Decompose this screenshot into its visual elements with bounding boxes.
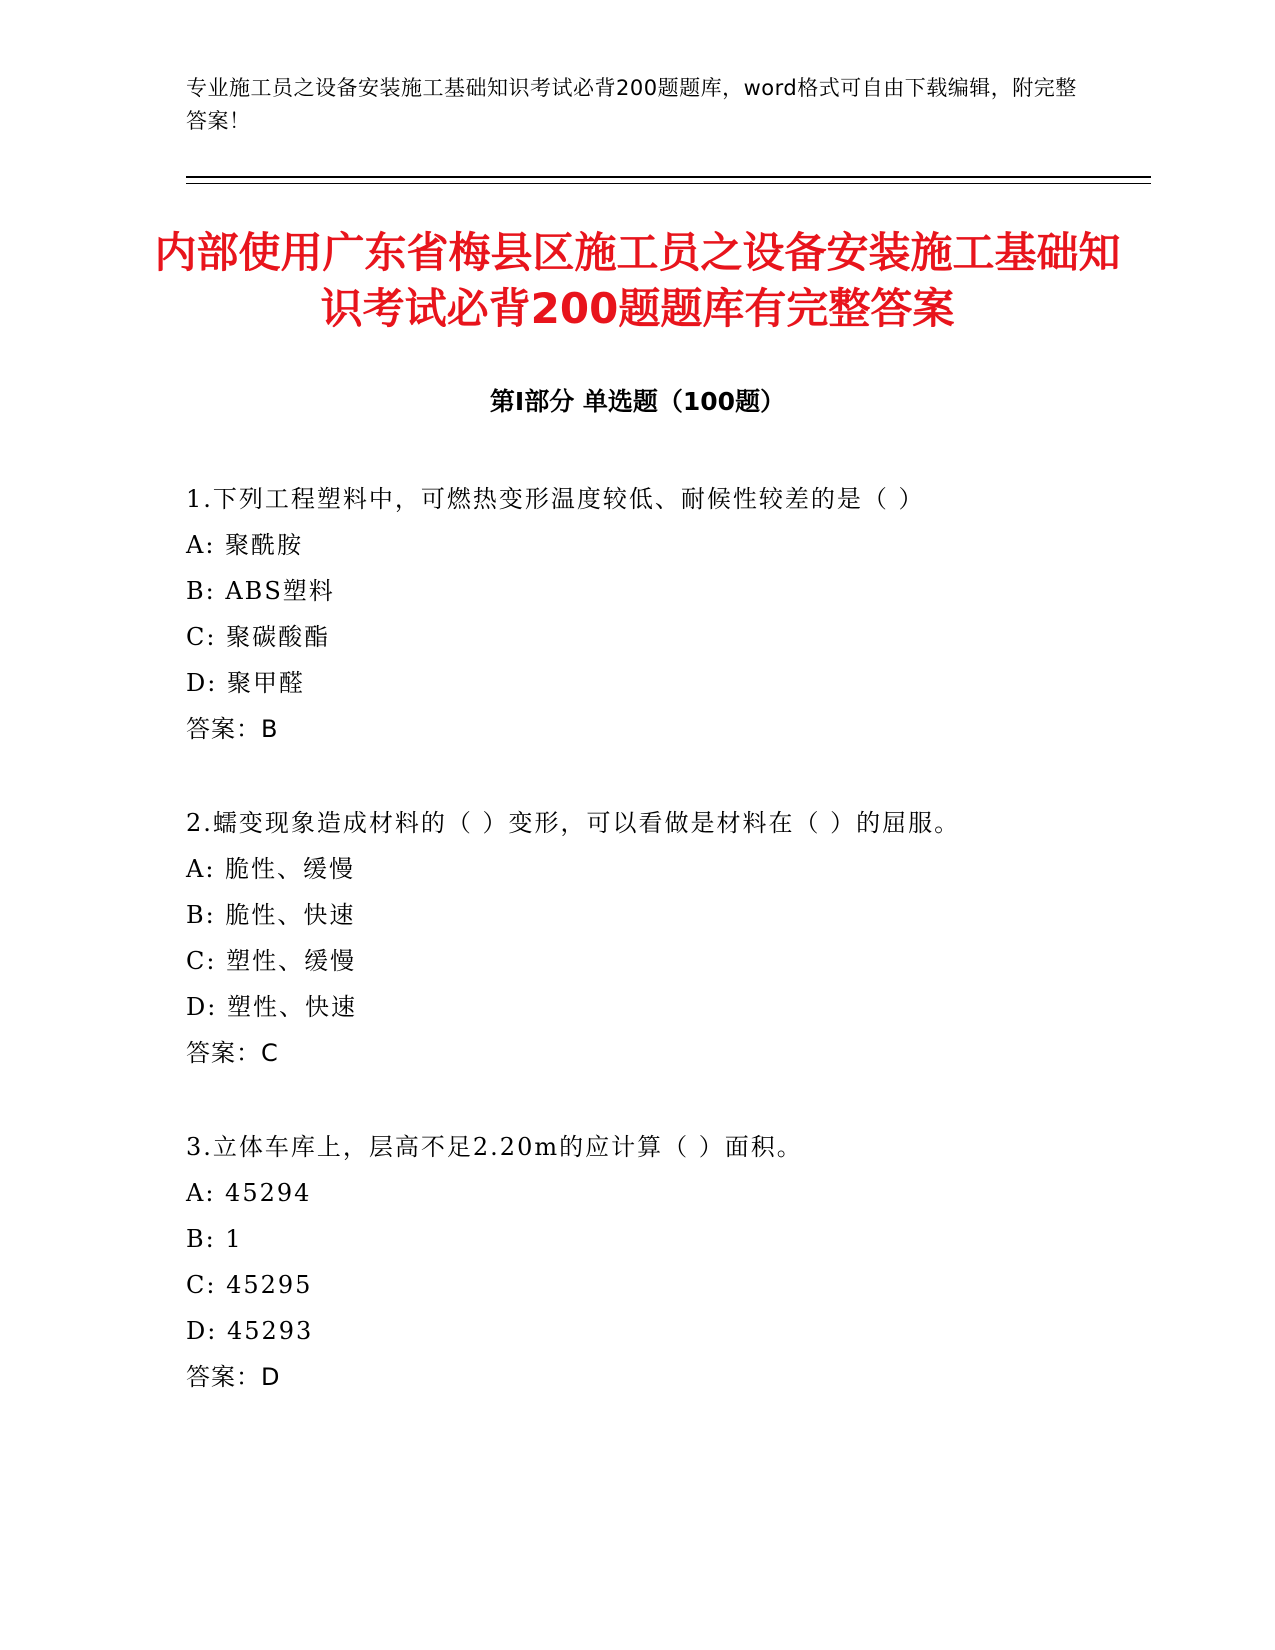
section-title: 第Ⅰ部分 单选题（100题） bbox=[489, 387, 786, 416]
option-a: A: 聚酰胺 bbox=[186, 531, 304, 559]
option-d: D: 45293 bbox=[186, 1317, 314, 1345]
header-divider-thin bbox=[186, 183, 1151, 184]
option-a: A: 45294 bbox=[186, 1179, 312, 1207]
question-stem: 2.蠕变现象造成材料的（ ）变形，可以看做是材料在（ ）的屈服。 bbox=[186, 809, 961, 837]
answer: 答案：C bbox=[186, 1039, 279, 1067]
option-b: B: 1 bbox=[186, 1225, 243, 1253]
option-c: C: 45295 bbox=[186, 1271, 313, 1299]
question-3 bbox=[186, 1124, 1146, 1400]
header-divider-thick bbox=[186, 176, 1151, 178]
option-d: D: 聚甲醛 bbox=[186, 669, 305, 697]
option-b: B: 脆性、快速 bbox=[186, 901, 356, 929]
option-d: D: 塑性、快速 bbox=[186, 993, 357, 1021]
question-list bbox=[186, 476, 1146, 1448]
option-a: A: 脆性、缓慢 bbox=[186, 855, 356, 883]
question-stem: 1.下列工程塑料中，可燃热变形温度较低、耐候性较差的是（ ） bbox=[186, 485, 925, 513]
option-c: C: 聚碳酸酯 bbox=[186, 623, 331, 651]
question-2 bbox=[186, 800, 1146, 1076]
document-title: 内部使用广东省梅县区施工员之设备安装施工基础知识考试必背200题题库有完整答案 bbox=[154, 228, 1121, 333]
option-c: C: 塑性、缓慢 bbox=[186, 947, 357, 975]
option-b: B: ABS塑料 bbox=[186, 577, 335, 605]
question-1 bbox=[186, 476, 1146, 752]
question-stem: 3.立体车库上，层高不足2.20m的应计算（ ）面积。 bbox=[186, 1133, 803, 1161]
header-note: 专业施工员之设备安装施工基础知识考试必背200题题库，word格式可自由下载编辑，附完整答案！ bbox=[186, 76, 1077, 133]
answer: 答案：D bbox=[186, 1363, 281, 1391]
answer: 答案：B bbox=[186, 715, 279, 743]
